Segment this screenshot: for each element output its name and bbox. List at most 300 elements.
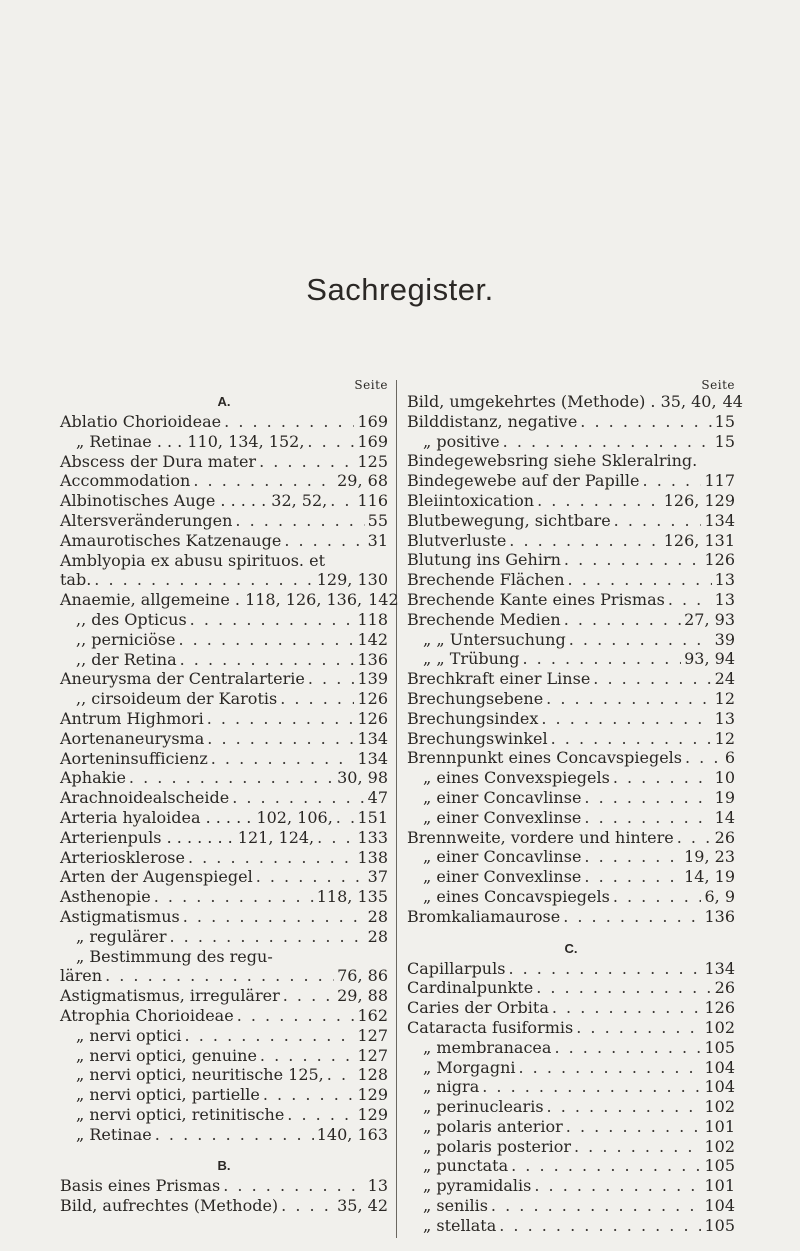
- index-entry: [60, 887, 388, 907]
- index-entry: [407, 748, 735, 768]
- page-number: 136: [357, 649, 388, 669]
- index-term: Astigmatismus, irregulärer: [60, 986, 280, 1006]
- page-number: 15: [714, 411, 735, 431]
- page-number: 6, 9: [704, 886, 735, 906]
- index-term: „ membranacea: [423, 1037, 552, 1057]
- index-entry: [407, 1018, 735, 1038]
- index-term: „ punctata: [423, 1156, 509, 1176]
- index-term: Arachnoidealscheide: [60, 788, 230, 808]
- leader-dots: [548, 729, 712, 749]
- index-entry: [60, 669, 388, 689]
- index-entry: [407, 1176, 735, 1196]
- index-term: „ Morgagni: [423, 1057, 516, 1077]
- leader-dots: [305, 669, 355, 689]
- index-term: „ eines Convexspiegels: [423, 768, 610, 788]
- index-entry: [407, 649, 735, 669]
- leader-dots: [496, 1216, 701, 1236]
- index-entry: [60, 531, 388, 551]
- page-number: 125: [357, 451, 388, 471]
- page-number: 116: [357, 491, 388, 511]
- index-list-a: [60, 412, 399, 1144]
- index-term: Bild, umgekehrtes (Methode) . 35, 40,: [407, 392, 717, 411]
- leader-dots: [640, 471, 702, 491]
- index-term: Brechungsindex: [407, 708, 539, 728]
- section-letter-a: A.: [217, 394, 231, 409]
- page-number: 93, 94: [684, 649, 735, 669]
- leader-dots: [102, 966, 334, 986]
- page-number: 39: [714, 629, 735, 649]
- leader-dots: [284, 1105, 354, 1125]
- index-entry: [60, 1026, 388, 1046]
- index-term: Blutverluste: [407, 530, 507, 550]
- index-term: „ nervi optici, retinitische: [76, 1104, 285, 1124]
- leader-dots: [581, 847, 681, 867]
- page-number: 37: [367, 867, 388, 887]
- index-entry: [407, 570, 735, 590]
- index-entry: [407, 451, 735, 471]
- page-number: 105: [704, 1215, 735, 1235]
- leader-dots: [665, 590, 712, 610]
- leader-dots: [544, 1097, 702, 1117]
- page-number: 44: [722, 392, 743, 411]
- leader-dots: [177, 650, 355, 670]
- page-number: [732, 451, 735, 471]
- index-entry: [407, 392, 743, 412]
- leader-dots: [697, 451, 732, 471]
- index-term: Arteriosklerose: [60, 847, 185, 867]
- page-number: 129, 130: [316, 570, 388, 590]
- page-number: 13: [714, 708, 735, 728]
- leader-dots: [185, 848, 355, 868]
- page-number: 133: [357, 827, 388, 847]
- leader-dots: [327, 491, 354, 511]
- page-number: 126: [704, 998, 735, 1018]
- leader-dots: [500, 432, 712, 452]
- leader-dots: [508, 1156, 701, 1176]
- page-number: 26: [714, 827, 735, 847]
- leader-dots: [549, 998, 702, 1018]
- page-number: 101: [704, 1176, 735, 1196]
- page-number: 12: [714, 728, 735, 748]
- index-term: lären: [60, 966, 103, 986]
- page-number: 126: [704, 550, 735, 570]
- index-column-right: [407, 378, 743, 1236]
- index-term: Arterienpuls . . . . . . . 121, 124,: [60, 827, 315, 847]
- index-entry: [407, 828, 735, 848]
- index-entry: [60, 828, 388, 848]
- index-entry: [407, 907, 735, 927]
- index-term: ,, der Retina: [76, 649, 177, 669]
- leader-dots: [273, 947, 385, 967]
- index-entry: [407, 1196, 735, 1216]
- leader-dots: [538, 709, 711, 729]
- leader-dots: [253, 867, 365, 887]
- page-number: 101: [704, 1116, 735, 1136]
- seite-label: Seite: [354, 378, 388, 392]
- page-number: 140, 163: [316, 1124, 388, 1144]
- page-number: 14: [714, 807, 735, 827]
- section-letter-b: B.: [217, 1158, 231, 1174]
- leader-dots: [280, 986, 334, 1006]
- index-term: Bindegewebe auf der Papille: [407, 471, 640, 491]
- leader-dots: [505, 959, 701, 979]
- leader-dots: [519, 649, 681, 669]
- index-term: Bilddistanz, negative: [407, 411, 578, 431]
- leader-dots: [221, 412, 354, 432]
- index-term: Atrophia Chorioideae: [60, 1005, 234, 1025]
- page-number: 105: [704, 1037, 735, 1057]
- leader-dots: [260, 1085, 355, 1105]
- page-number: 12: [714, 688, 735, 708]
- page-number: 15: [714, 431, 735, 451]
- page-number: 126, 131: [663, 530, 735, 550]
- index-entry: [407, 511, 735, 531]
- page-number: 169: [357, 412, 388, 431]
- index-entry: [60, 551, 388, 571]
- index-entry: [60, 511, 388, 531]
- index-entry: [407, 689, 735, 709]
- page-number: 127: [357, 1025, 388, 1045]
- index-term: tab.: [60, 570, 92, 590]
- index-entry: [60, 1196, 388, 1216]
- page-number: 142: [357, 629, 388, 649]
- index-entry: [60, 1105, 388, 1125]
- leader-dots: [563, 1117, 702, 1137]
- page-number: 128: [357, 1065, 388, 1085]
- page-title: Sachregister.: [306, 272, 494, 307]
- index-term: Accommodation: [60, 471, 191, 491]
- index-term: Albinotisches Auge . . . . . 32, 52,: [60, 491, 328, 511]
- leader-dots: [573, 1018, 701, 1038]
- index-entry: [60, 590, 399, 610]
- index-term: Caries der Orbita: [407, 998, 549, 1018]
- index-term: „ nervi optici, neuritische 125,: [76, 1065, 324, 1085]
- page-number: 126: [357, 689, 388, 709]
- leader-dots: [533, 978, 711, 998]
- index-entry: [407, 788, 735, 808]
- leader-dots: [534, 491, 661, 511]
- page-number: 102: [704, 1097, 735, 1117]
- leader-dots: [180, 907, 365, 927]
- index-entry: [60, 1176, 388, 1196]
- page-number: 104: [704, 1057, 735, 1077]
- index-entry: [60, 689, 388, 709]
- index-term: „ einer Concavlinse: [423, 787, 582, 807]
- index-entry: [407, 808, 735, 828]
- index-term: Capillarpuls: [407, 958, 506, 978]
- index-entry: [60, 788, 388, 808]
- page-number: 27, 93: [684, 609, 735, 629]
- index-term: „ Bestimmung des regu-: [76, 946, 273, 966]
- index-term: „ positive: [423, 431, 500, 451]
- index-entry: [407, 1137, 735, 1157]
- page-number: 31: [367, 530, 388, 550]
- index-term: Aortenaneurysma: [60, 728, 205, 748]
- leader-dots: [204, 709, 355, 729]
- index-entry: [407, 1156, 735, 1176]
- page-number: 26: [714, 978, 735, 998]
- index-term: ,, cirsoideum der Karotis: [76, 689, 278, 709]
- index-term: „ polaris posterior: [423, 1136, 571, 1156]
- index-term: Asthenopie: [60, 887, 151, 907]
- index-entry: [60, 867, 388, 887]
- index-entry: [60, 848, 388, 868]
- page-number: 13: [714, 570, 735, 590]
- index-term: „ einer Concavlinse: [423, 847, 582, 867]
- page-number: 28: [367, 926, 388, 946]
- page-number: 134: [357, 748, 388, 768]
- leader-dots: [610, 768, 712, 788]
- leader-dots: [488, 1196, 702, 1216]
- leader-dots: [126, 768, 334, 788]
- leader-dots: [333, 808, 355, 828]
- leader-dots: [187, 610, 355, 630]
- index-entry: [407, 590, 735, 610]
- page-number: 134: [704, 510, 735, 530]
- page-number: 29, 68: [337, 471, 388, 491]
- leader-dots: [581, 788, 711, 808]
- index-entry: [60, 570, 388, 590]
- leader-dots: [479, 1077, 701, 1097]
- index-entry: [407, 432, 735, 452]
- leader-dots: [91, 570, 313, 590]
- column-divider: [396, 380, 397, 1238]
- index-entry: [407, 768, 735, 788]
- index-entry: [407, 610, 735, 630]
- index-entry: [407, 669, 735, 689]
- page-number: 118, 135: [316, 887, 388, 907]
- index-entry: [407, 867, 735, 887]
- index-term: Basis eines Prismas: [60, 1176, 221, 1196]
- index-list-b-right: [407, 392, 743, 927]
- leader-dots: [565, 570, 712, 590]
- index-column-left: [60, 378, 399, 1216]
- index-term: „ einer Convexlinse: [423, 867, 582, 887]
- leader-dots: [208, 749, 355, 769]
- page-number: [385, 551, 388, 571]
- page-number: 129: [357, 1085, 388, 1105]
- leader-dots: [324, 1065, 355, 1085]
- leader-dots: [175, 630, 354, 650]
- page-number: 117: [704, 471, 735, 491]
- leader-dots: [256, 452, 354, 472]
- page-number: 24: [714, 669, 735, 689]
- index-entry: [407, 531, 735, 551]
- page-number: 19, 23: [684, 847, 735, 867]
- index-term: „ Retinae . . . 110, 134, 152,: [76, 431, 305, 451]
- page-number: 102: [704, 1017, 735, 1037]
- index-term: Bromkaliamaurose: [407, 906, 561, 926]
- index-entry: [60, 729, 388, 749]
- index-entry: [407, 471, 735, 491]
- leader-dots: [543, 689, 711, 709]
- leader-dots: [581, 808, 711, 828]
- leader-dots: [515, 1058, 701, 1078]
- index-term: Astigmatismus: [60, 906, 180, 926]
- leader-dots: [204, 729, 354, 749]
- leader-dots: [257, 1046, 355, 1066]
- leader-dots: [314, 828, 354, 848]
- leader-dots: [571, 1137, 701, 1157]
- index-term: Altersveränderungen: [60, 510, 233, 530]
- page-number: 13: [714, 589, 735, 609]
- index-entry: [60, 986, 388, 1006]
- leader-dots: [590, 669, 711, 689]
- index-entry: [407, 729, 735, 749]
- leader-dots: [229, 788, 364, 808]
- index-entry: [60, 947, 388, 967]
- page-number: 142: [368, 590, 399, 610]
- leader-dots: [278, 1196, 334, 1216]
- index-entry: [60, 610, 388, 630]
- index-entry: [60, 630, 388, 650]
- index-entry: [60, 808, 388, 828]
- index-entry: [407, 1077, 735, 1097]
- index-term: „ perinuclearis: [423, 1097, 544, 1117]
- index-entry: [407, 1117, 735, 1137]
- index-term: Anaemie, allgemeine . 118, 126, 136,: [60, 590, 363, 610]
- page-number: 47: [367, 788, 388, 808]
- page-number: 35, 42: [337, 1196, 388, 1216]
- index-term: Bindegewebsring siehe Skleralring.: [407, 451, 698, 471]
- page-number: 129: [357, 1104, 388, 1124]
- leader-dots: [234, 1006, 355, 1026]
- leader-dots: [551, 1038, 701, 1058]
- index-term: ,, des Opticus: [76, 609, 187, 629]
- index-term: „ eines Concavspiegels: [423, 886, 610, 906]
- index-term: Brennpunkt eines Concavspiegels: [407, 748, 682, 768]
- index-term: Aphakie: [60, 768, 126, 788]
- leader-dots: [611, 511, 702, 531]
- index-term: Antrum Highmori: [60, 708, 204, 728]
- page-number: 104: [704, 1196, 735, 1216]
- index-term: Blutung ins Gehirn: [407, 550, 561, 570]
- index-term: „ „ Untersuchung: [423, 629, 566, 649]
- index-entry: [60, 452, 388, 472]
- leader-dots: [561, 550, 702, 570]
- page-number: 138: [357, 847, 388, 867]
- index-term: Cardinalpunkte: [407, 978, 534, 998]
- page-number: 76, 86: [337, 966, 388, 986]
- index-entry: [407, 1216, 735, 1236]
- leader-dots: [232, 511, 364, 531]
- index-term: „ regulärer: [76, 926, 167, 946]
- index-entry: [407, 887, 735, 907]
- index-term: „ polaris anterior: [423, 1116, 563, 1136]
- index-entry: [60, 491, 388, 511]
- index-entry: [407, 550, 735, 570]
- index-entry: [407, 978, 735, 998]
- index-term: „ „ Trübung: [423, 649, 520, 669]
- index-entry: [60, 907, 388, 927]
- index-term: Brechende Kante eines Prismas: [407, 589, 665, 609]
- page-number: 29, 88: [337, 986, 388, 1006]
- index-entry: [407, 709, 735, 729]
- index-list-b-left: [60, 1176, 388, 1216]
- index-entry: [407, 1038, 735, 1058]
- index-entry: [60, 966, 388, 986]
- index-term: Cataracta fusiformis: [407, 1017, 574, 1037]
- page-number: 126: [357, 708, 388, 728]
- page-number: 134: [704, 958, 735, 978]
- index-entry: [60, 412, 388, 432]
- index-entry: [60, 1125, 388, 1145]
- index-term: Arten der Augenspiegel: [60, 867, 253, 887]
- index-term: Bild, aufrechtes (Methode): [60, 1196, 279, 1216]
- index-entry: [407, 959, 735, 979]
- index-term: „ stellata: [423, 1215, 497, 1235]
- index-term: Brechkraft einer Linse: [407, 669, 591, 689]
- index-entry: [60, 1085, 388, 1105]
- index-term: „ nervi optici, genuine: [76, 1045, 257, 1065]
- index-term: Bleiintoxication: [407, 490, 535, 510]
- index-term: Arteria hyaloidea . . . . . 102, 106,: [60, 807, 333, 827]
- leader-dots: [560, 907, 701, 927]
- page-number: 14, 19: [684, 867, 735, 887]
- index-term: Brechungsebene: [407, 688, 544, 708]
- page-number: 13: [367, 1176, 388, 1196]
- index-term: „ nigra: [423, 1077, 480, 1097]
- page-number: 139: [357, 669, 388, 689]
- index-entry: [407, 412, 735, 432]
- leader-dots: [325, 551, 385, 571]
- leader-dots: [682, 748, 722, 768]
- page-number: 55: [367, 510, 388, 530]
- index-term: ,, perniciöse: [76, 629, 176, 649]
- index-term: Blutbewegung, sichtbare: [407, 510, 611, 530]
- leader-dots: [506, 531, 660, 551]
- leader-dots: [182, 1026, 355, 1046]
- index-term: Aorteninsufficienz: [60, 748, 208, 768]
- index-entry: [407, 1058, 735, 1078]
- leader-dots: [281, 531, 364, 551]
- seite-label: Seite: [701, 378, 735, 392]
- section-letter-c: C.: [564, 940, 578, 956]
- page-number: 127: [357, 1045, 388, 1065]
- index-term: Amaurotisches Katzenauge: [60, 530, 282, 550]
- page-number: 102: [704, 1136, 735, 1156]
- index-term: Brennweite, vordere und hintere: [407, 827, 674, 847]
- index-entry: [407, 630, 735, 650]
- page-number: 6: [724, 748, 735, 768]
- leader-dots: [152, 1125, 314, 1145]
- page-number: 134: [357, 728, 388, 748]
- index-term: Brechende Medien: [407, 609, 561, 629]
- page-number: 118: [357, 609, 388, 629]
- page-number: 19: [714, 787, 735, 807]
- leader-dots: [610, 887, 702, 907]
- index-entry: [407, 998, 735, 1018]
- index-term: Abscess der Dura mater: [60, 451, 257, 471]
- leader-dots: [581, 867, 681, 887]
- page-number: 162: [357, 1005, 388, 1025]
- leader-dots: [531, 1176, 701, 1196]
- page-number: 169: [357, 431, 388, 451]
- index-entry: [60, 1006, 388, 1026]
- index-entry: [60, 432, 388, 452]
- leader-dots: [151, 887, 314, 907]
- page-number: 151: [357, 807, 388, 827]
- page-number: 28: [367, 906, 388, 926]
- index-entry: [407, 847, 735, 867]
- index-entry: [60, 650, 388, 670]
- page-number: 105: [704, 1156, 735, 1176]
- index-term: „ nervi optici: [76, 1025, 182, 1045]
- leader-dots: [166, 927, 364, 947]
- index-term: Amblyopia ex abusu spirituos. et: [60, 550, 325, 570]
- leader-dots: [190, 471, 334, 491]
- leader-dots: [304, 432, 354, 452]
